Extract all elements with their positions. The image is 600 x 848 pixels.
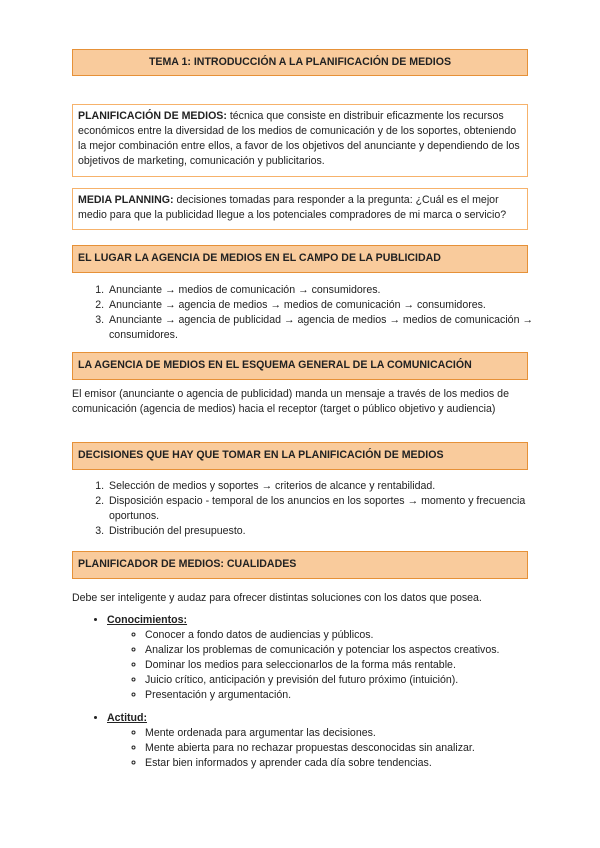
list-item: ◦ Dominar los medios para seleccionarlos de la forma más rentable. — [145, 658, 557, 673]
definition-text: decisiones tomadas para responder a la pregunta: ¿Cuál es el mejor medio para que la publicidad llegue a los potenciales compradores de mi marca o servicio? — [78, 194, 507, 221]
list-item: ◦ Mente ordenada para argumentar las decisiones. — [145, 726, 557, 741]
numbered-list-lugar — [72, 283, 547, 343]
page-title: TEMA 1: INTRODUCCIÓN A LA PLANIFICACIÓN DE MEDIOS — [72, 49, 528, 76]
numbered-list-decisiones — [72, 479, 547, 539]
list-item: 3. Anunciante → agencia de publicidad → agencia de medios → medios de comunicación → consumidores. — [107, 313, 547, 343]
paragraph-esquema: El emisor (anunciante o agencia de publicidad) manda un mensaje a través de los medios de comunicación (agencia de medios) hacia el receptor (target o público objetivo y audiencia) — [72, 388, 509, 415]
section-heading-cualidades: PLANIFICADOR DE MEDIOS: CUALIDADES — [72, 551, 528, 579]
list-item: ◦ Estar bien informados y aprender cada día sobre tendencias. — [145, 756, 557, 771]
section-heading-lugar-agencia: EL LUGAR LA AGENCIA DE MEDIOS EN EL CAMPO DE LA PUBLICIDAD — [72, 245, 528, 273]
group-label: Actitud: — [107, 712, 148, 724]
list-item: ◦ Conocer a fondo datos de audiencias y públicos. — [145, 628, 557, 643]
definition-box-planificacion — [72, 104, 528, 177]
list-item: ◦ Juicio crítico, anticipación y previsión del futuro próximo (intuición). — [145, 673, 557, 688]
list-item: 1. Selección de medios y soportes → criterios de alcance y rentabilidad. — [107, 479, 547, 494]
list-item: 1. Anunciante → medios de comunicación → consumidores. — [107, 283, 547, 298]
definition-text: técnica que consiste en distribuir eficazmente los recursos económicos entre la diversidad de los medios de comunicación y de los soportes, obteniendo la mejor combinación entre ellos, a favor de los objetivos del anunciante y dependiendo de los objetivos de marketing, comunicación y publicitarios. — [78, 110, 520, 167]
list-item — [107, 711, 557, 771]
definition-box-media-planning — [72, 188, 528, 230]
list-item: 3. Distribución del presupuesto. — [107, 524, 547, 539]
list-item: 2. Anunciante → agencia de medios → medios de comunicación → consumidores. — [107, 298, 547, 313]
section-heading-decisiones: DECISIONES QUE HAY QUE TOMAR EN LA PLANIFICACIÓN DE MEDIOS — [72, 442, 528, 470]
section-heading-esquema: LA AGENCIA DE MEDIOS EN EL ESQUEMA GENERAL DE LA COMUNICACIÓN — [72, 352, 528, 380]
definition-term: MEDIA PLANNING: — [78, 194, 174, 206]
list-item: ◦ Analizar los problemas de comunicación y potenciar los aspectos creativos. — [145, 643, 557, 658]
list-item: 2. Disposición espacio - temporal de los anuncios en los soportes → momento y frecuencia oportunos. — [107, 494, 547, 524]
bullet-list-conocimientos — [72, 613, 557, 703]
sub-list — [107, 726, 557, 771]
sub-list — [107, 628, 557, 703]
list-item — [107, 613, 557, 703]
bullet-list-actitud — [72, 711, 557, 771]
paragraph-cualidades: Debe ser inteligente y audaz para ofrecer distintas soluciones con los datos que posea. — [72, 592, 482, 604]
list-item: ◦ Mente abierta para no rechazar propuestas desconocidas sin analizar. — [145, 741, 557, 756]
definition-term: PLANIFICACIÓN DE MEDIOS: — [78, 110, 227, 122]
list-item: ◦ Presentación y argumentación. — [145, 688, 557, 703]
group-label: Conocimientos: — [107, 614, 188, 626]
